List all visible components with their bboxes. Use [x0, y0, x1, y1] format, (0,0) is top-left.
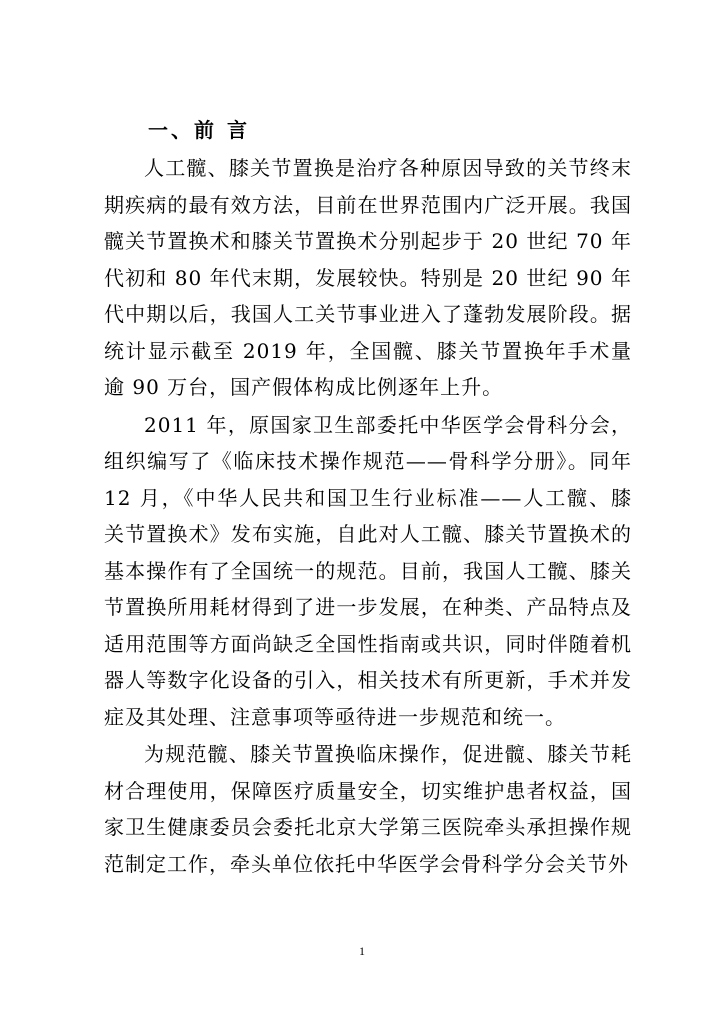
paragraph-1: 人工髋、膝关节置换是治疗各种原因导致的关节终末期疾病的最有效方法，目前在世界范围内广泛开展。我国髋关节置换术和膝关节置换术分别起步于 20 世纪 70 年代初和 80 年代末期，发展较快。特别是 20 世纪 90 年代中期以后，我国人工关节事业进入了蓬勃发展阶段。据统计显示截至 2019 年，全国髋、膝关节置换年手术量逾 90 万台，国产假体构成比例逐年上升。	[104, 156, 632, 399]
page-number: 1	[359, 944, 365, 958]
paragraph-3: 为规范髋、膝关节置换临床操作，促进髋、膝关节耗材合理使用，保障医疗质量安全，切实维护患者权益，国家卫生健康委员会委托北京大学第三医院牵头承担操作规范制定工作，牵头单位依托中华医学会骨科学分会关节外	[104, 742, 632, 876]
body-text	[104, 150, 632, 882]
paragraph-2: 2011 年，原国家卫生部委托中华医学会骨科分会，组织编写了《临床技术操作规范——骨科学分册》。同年 12 月，《中华人民共和国卫生行业标准——人工髋、膝关节置换术》发布实施，自此对人工髋、膝关节置换术的基本操作有了全国统一的规范。目前，我国人工髋、膝关节置换所用耗材得到了进一步发展，在种类、产品特点及适用范围等方面尚缺乏全国性指南或共识，同时伴随着机器人等数字化设备的引入，相关技术有所更新，手术并发症及其处理、注意事项等亟待进一步规范和统一。	[104, 412, 632, 729]
section-heading: 一、前 言	[148, 118, 250, 142]
